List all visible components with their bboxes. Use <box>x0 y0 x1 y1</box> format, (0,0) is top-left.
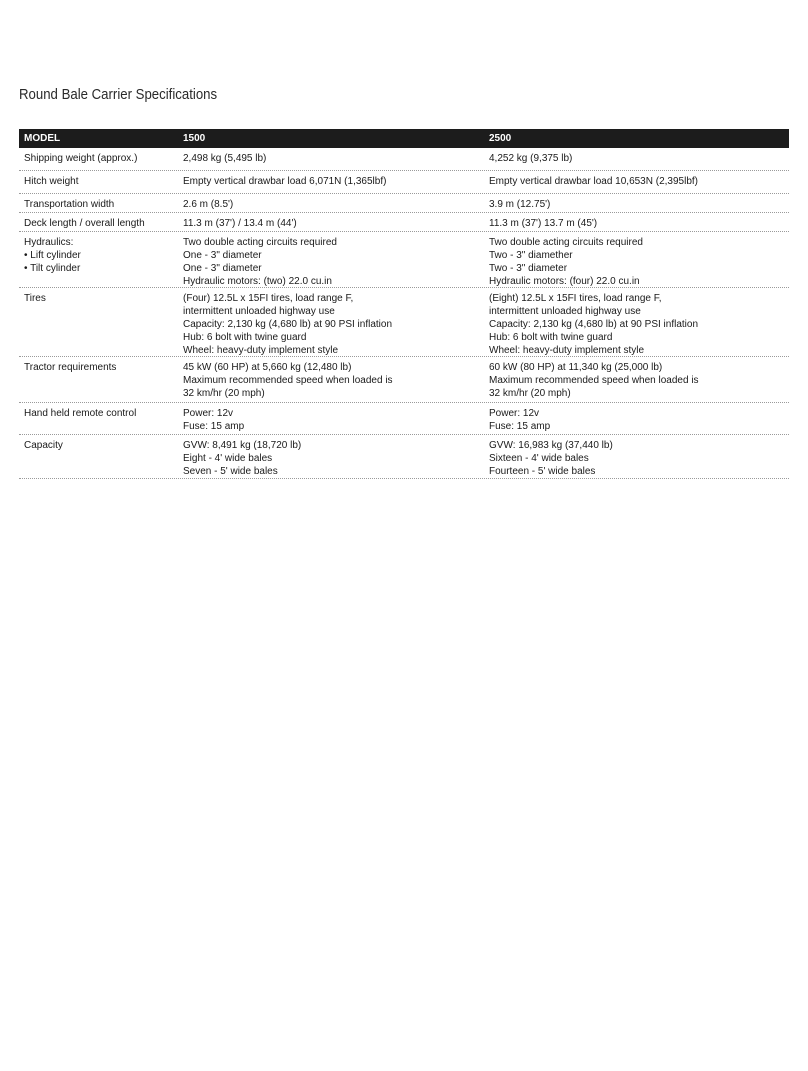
row-label <box>19 403 183 434</box>
cell-line: Empty vertical drawbar load 6,071N (1,365lbf) <box>183 176 387 187</box>
cell-line: Hydraulics: <box>24 237 74 248</box>
cell-line: 32 km/hr (20 mph) <box>489 388 571 399</box>
cell-line: GVW: 16,983 kg (37,440 lb) <box>489 440 613 451</box>
cell-line: One - 3" diameter <box>183 250 262 261</box>
cell-line: Capacity <box>24 440 63 451</box>
table-row <box>19 288 789 357</box>
cell-1500 <box>183 288 489 356</box>
cell-2500 <box>489 232 789 287</box>
cell-line: intermittent unloaded highway use <box>489 306 641 317</box>
cell-2500 <box>489 171 789 193</box>
row-label <box>19 288 183 356</box>
cell-line: Two - 3" diameter <box>489 263 568 274</box>
cell-line: • Tilt cylinder <box>24 263 81 274</box>
cell-1500 <box>183 148 489 170</box>
cell-line: 3.9 m (12.75') <box>489 199 551 210</box>
table-row <box>19 232 789 288</box>
cell-1500 <box>183 403 489 434</box>
header-1500: 1500 <box>183 133 206 144</box>
table-row <box>19 435 789 479</box>
cell-line: 45 kW (60 HP) at 5,660 kg (12,480 lb) <box>183 362 352 373</box>
cell-line: 32 km/hr (20 mph) <box>183 388 265 399</box>
cell-line: GVW: 8,491 kg (18,720 lb) <box>183 440 302 451</box>
cell-line: Maximum recommended speed when loaded is <box>183 375 393 386</box>
table-row <box>19 148 789 171</box>
header-2500: 2500 <box>489 133 512 144</box>
row-label <box>19 171 183 193</box>
cell-line: Hub: 6 bolt with twine guard <box>183 332 307 343</box>
cell-line: 2,498 kg (5,495 lb) <box>183 153 267 164</box>
table-body <box>19 148 789 479</box>
cell-2500 <box>489 213 789 231</box>
cell-2500 <box>489 435 789 478</box>
cell-1500 <box>183 435 489 478</box>
cell-line: Transportation width <box>24 199 115 210</box>
cell-line: Fourteen - 5' wide bales <box>489 466 596 477</box>
table-row <box>19 194 789 213</box>
table-row <box>19 357 789 403</box>
cell-1500 <box>183 213 489 231</box>
cell-line: Wheel: heavy-duty implement style <box>489 345 645 356</box>
cell-line: One - 3" diameter <box>183 263 262 274</box>
cell-line: Fuse: 15 amp <box>183 421 245 432</box>
cell-line: Shipping weight (approx.) <box>24 153 138 164</box>
cell-1500 <box>183 171 489 193</box>
cell-line: Empty vertical drawbar load 10,653N (2,395lbf) <box>489 176 698 187</box>
cell-line: Sixteen - 4' wide bales <box>489 453 589 464</box>
cell-line: Power: 12v <box>489 408 540 419</box>
cell-line: Hydraulic motors: (four) 22.0 cu.in <box>489 276 640 287</box>
table-header <box>19 129 789 148</box>
cell-line: Capacity: 2,130 kg (4,680 lb) at 90 PSI inflation <box>489 319 699 330</box>
cell-line: (Eight) 12.5L x 15FI tires, load range F, <box>489 293 662 304</box>
cell-2500 <box>489 288 789 356</box>
cell-line: Tractor requirements <box>24 362 117 373</box>
cell-line: Hub: 6 bolt with twine guard <box>489 332 613 343</box>
cell-line: • Lift cylinder <box>24 250 81 261</box>
row-label <box>19 194 183 212</box>
cell-2500 <box>489 148 789 170</box>
cell-2500 <box>489 403 789 434</box>
cell-line: Two double acting circuits required <box>489 237 643 248</box>
cell-1500 <box>183 194 489 212</box>
cell-line: Hand held remote control <box>24 408 137 419</box>
cell-line: Eight - 4' wide bales <box>183 453 273 464</box>
cell-line: Maximum recommended speed when loaded is <box>489 375 699 386</box>
cell-line: 60 kW (80 HP) at 11,340 kg (25,000 lb) <box>489 362 663 373</box>
cell-line: Deck length / overall length <box>24 218 145 229</box>
row-label <box>19 357 183 402</box>
cell-line: Seven - 5' wide bales <box>183 466 278 477</box>
cell-1500 <box>183 232 489 287</box>
cell-line: 2.6 m (8.5') <box>183 199 234 210</box>
cell-line: Wheel: heavy-duty implement style <box>183 345 339 356</box>
cell-line: Hydraulic motors: (two) 22.0 cu.in <box>183 276 332 287</box>
cell-line: Capacity: 2,130 kg (4,680 lb) at 90 PSI inflation <box>183 319 393 330</box>
cell-line: (Four) 12.5L x 15FI tires, load range F, <box>183 293 354 304</box>
row-label <box>19 213 183 231</box>
table-row <box>19 171 789 194</box>
cell-line: Fuse: 15 amp <box>489 421 551 432</box>
row-label <box>19 232 183 287</box>
cell-line: Two - 3" diamether <box>489 250 573 261</box>
spec-table <box>19 129 789 479</box>
row-label <box>19 148 183 170</box>
cell-line: Hitch weight <box>24 176 79 187</box>
table-row <box>19 403 789 435</box>
page-title: Round Bale Carrier Specifications <box>19 86 218 103</box>
cell-line: Power: 12v <box>183 408 234 419</box>
cell-line: intermittent unloaded highway use <box>183 306 335 317</box>
row-label <box>19 435 183 478</box>
table-row <box>19 213 789 232</box>
cell-line: 11.3 m (37') / 13.4 m (44') <box>183 218 297 229</box>
cell-line: 11.3 m (37') 13.7 m (45') <box>489 218 598 229</box>
cell-2500 <box>489 194 789 212</box>
cell-1500 <box>183 357 489 402</box>
cell-line: Tires <box>24 293 46 304</box>
cell-line: Two double acting circuits required <box>183 237 337 248</box>
cell-line: 4,252 kg (9,375 lb) <box>489 153 573 164</box>
header-model: MODEL <box>24 133 61 144</box>
cell-2500 <box>489 357 789 402</box>
